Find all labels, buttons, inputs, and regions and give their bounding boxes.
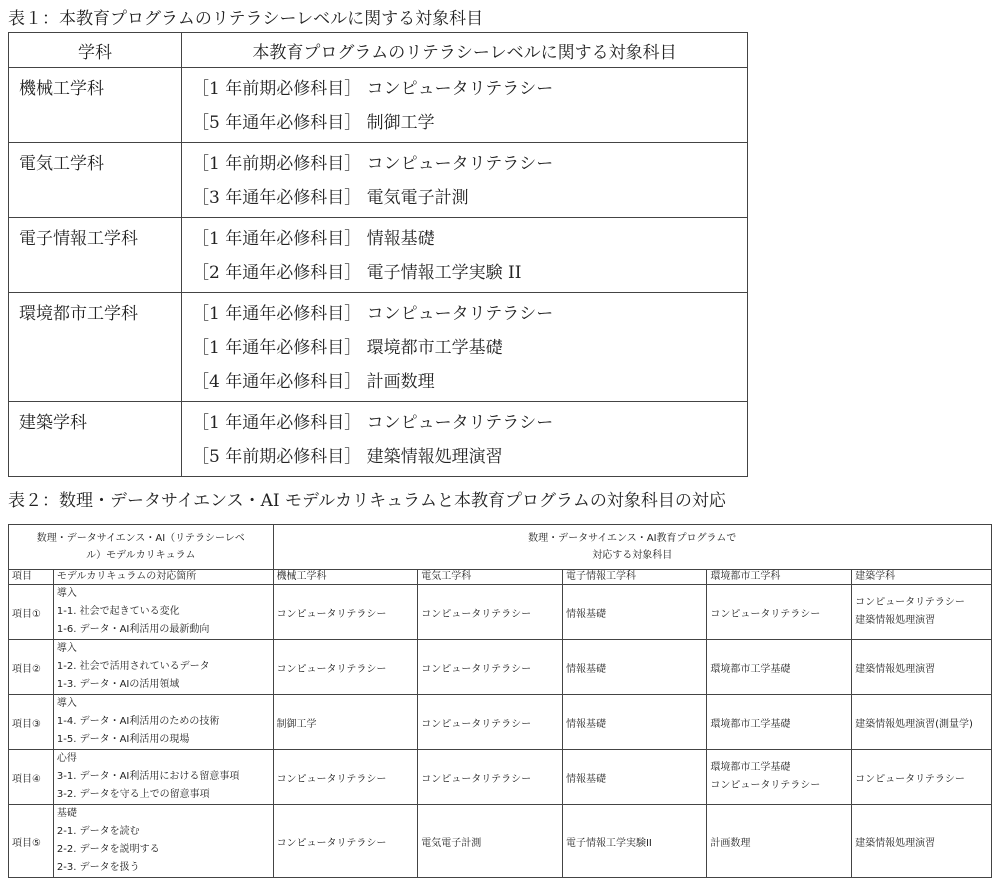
electrical-cell: コンピュータリテラシー [418, 640, 563, 695]
electrical-cell: コンピュータリテラシー [418, 585, 563, 640]
item-cell: 項目④ [9, 750, 54, 805]
department-cell: 環境都市工学科 [9, 293, 182, 402]
col-mechanical: 機械工学科 [273, 570, 418, 585]
model-cell [53, 640, 273, 695]
subjects-cell [182, 68, 748, 143]
subject-entry: ［1 年通年必修科目］ 情報基礎 [192, 229, 435, 249]
subject-entry: ［5 年通年必修科目］ 制御工学 [192, 113, 435, 133]
department-cell: 電気工学科 [9, 143, 182, 218]
mechanical-cell: コンピュータリテラシー [273, 750, 418, 805]
electrical-cell: 電気電子計測 [418, 805, 563, 878]
model-line: 基礎 [56, 808, 77, 819]
model-line: 1-6. データ・AI利活用の最新動向 [56, 624, 210, 635]
item-cell: 項目① [9, 585, 54, 640]
subject-entry: ［2 年通年必修科目］ 電子情報工学実験 II [192, 263, 522, 283]
architecture-cell [852, 585, 992, 640]
department-cell: 機械工学科 [9, 68, 182, 143]
model-curriculum-header [9, 525, 274, 570]
model-line: 2-2. データを説明する [56, 844, 160, 855]
header-line: 対応する対象科目 [592, 550, 673, 561]
mechanical-cell: コンピュータリテラシー [273, 805, 418, 878]
table-row [9, 695, 992, 750]
model-line: 導入 [56, 588, 77, 599]
header-line: 数理・データサイエンス・AI（リテラシーレベ [36, 533, 245, 544]
table-row [9, 640, 992, 695]
col-item: 項目 [9, 570, 54, 585]
electrical-cell: コンピュータリテラシー [418, 695, 563, 750]
civil-cell: コンピュータリテラシー [707, 585, 852, 640]
model-cell [53, 750, 273, 805]
subject-entry: ［1 年通年必修科目］ 環境都市工学基礎 [192, 338, 503, 358]
subject-line: 建築情報処理演習 [855, 615, 936, 626]
header-subjects: 本教育プログラムのリテラシーレベルに関する対象科目 [182, 33, 748, 68]
civil-cell [707, 750, 852, 805]
table-row [9, 750, 992, 805]
model-line: 1-4. データ・AI利活用のための技術 [56, 716, 220, 727]
model-cell [53, 805, 273, 878]
model-line: 2-3. データを扱う [56, 862, 140, 873]
table-row [9, 293, 748, 402]
table2-top-header-row [9, 525, 992, 570]
subject-entry: ［5 年前期必修科目］ 建築情報処理演習 [192, 447, 503, 467]
header-line: ル）モデルカリキュラム [86, 550, 196, 561]
item-cell: 項目③ [9, 695, 54, 750]
subject-entry: ［3 年通年必修科目］ 電気電子計測 [192, 188, 469, 208]
header-department: 学科 [9, 33, 182, 68]
electrical-cell: コンピュータリテラシー [418, 750, 563, 805]
model-line: 1-3. データ・AIの活用領域 [56, 679, 180, 690]
table2-column-header-row [9, 570, 992, 585]
mechanical-cell: 制御工学 [273, 695, 418, 750]
subjects-cell [182, 143, 748, 218]
architecture-cell: 建築情報処理演習 [852, 805, 992, 878]
civil-cell: 環境都市工学基礎 [707, 695, 852, 750]
model-line: 1-5. データ・AI利活用の現場 [56, 734, 190, 745]
model-line: 3-2. データを守る上での留意事項 [56, 789, 210, 800]
subject-entry: ［1 年前期必修科目］ コンピュータリテラシー [192, 154, 554, 174]
civil-cell: 環境都市工学基礎 [707, 640, 852, 695]
department-cell: 電子情報工学科 [9, 218, 182, 293]
model-line: 導入 [56, 643, 77, 654]
subject-line: コンピュータリテラシー [855, 597, 965, 608]
table-row [9, 143, 748, 218]
mechanical-cell: コンピュータリテラシー [273, 585, 418, 640]
table1-header-row [9, 33, 748, 68]
model-cell [53, 695, 273, 750]
header-line: 数理・データサイエンス・AI教育プログラムで [528, 533, 737, 544]
architecture-cell: コンピュータリテラシー [852, 750, 992, 805]
program-subjects-header [273, 525, 991, 570]
model-line: 導入 [56, 698, 77, 709]
electronic-info-cell: 情報基礎 [562, 695, 706, 750]
table-row [9, 585, 992, 640]
table-row [9, 805, 992, 878]
electronic-info-cell: 情報基礎 [562, 750, 706, 805]
subject-entry: ［1 年通年必修科目］ コンピュータリテラシー [192, 304, 554, 324]
department-cell: 建築学科 [9, 402, 182, 477]
model-line: 1-1. 社会で起きている変化 [56, 606, 180, 617]
table1-caption: 表１：本教育プログラムのリテラシーレベルに関する対象科目 [8, 9, 484, 29]
subject-entry: ［1 年通年必修科目］ コンピュータリテラシー [192, 413, 554, 433]
col-model-section: モデルカリキュラムの対応箇所 [53, 570, 273, 585]
table-row [9, 68, 748, 143]
subject-entry: ［4 年通年必修科目］ 計画数理 [192, 372, 435, 392]
col-electronic-info: 電子情報工学科 [562, 570, 706, 585]
table-row [9, 402, 748, 477]
subject-entry: ［1 年前期必修科目］ コンピュータリテラシー [192, 79, 554, 99]
subjects-cell [182, 218, 748, 293]
model-line: 3-1. データ・AI利活用における留意事項 [56, 771, 240, 782]
model-cell [53, 585, 273, 640]
electronic-info-cell: 電子情報工学実験II [562, 805, 706, 878]
electronic-info-cell: 情報基礎 [562, 585, 706, 640]
literacy-subjects-table [8, 32, 748, 477]
item-cell: 項目⑤ [9, 805, 54, 878]
col-electrical: 電気工学科 [418, 570, 563, 585]
model-line: 心得 [56, 753, 77, 764]
col-civil: 環境都市工学科 [707, 570, 852, 585]
subject-line: コンピュータリテラシー [710, 780, 821, 791]
subjects-cell [182, 402, 748, 477]
table2-caption: 表２：数理・データサイエンス・AI モデルカリキュラムと本教育プログラムの対象科目の対応 [8, 491, 726, 511]
electronic-info-cell: 情報基礎 [562, 640, 706, 695]
table-row [9, 218, 748, 293]
civil-cell: 計画数理 [707, 805, 852, 878]
col-architecture: 建築学科 [852, 570, 992, 585]
curriculum-mapping-table [8, 524, 992, 878]
mechanical-cell: コンピュータリテラシー [273, 640, 418, 695]
model-line: 2-1. データを読む [56, 826, 140, 837]
item-cell: 項目② [9, 640, 54, 695]
subjects-cell [182, 293, 748, 402]
architecture-cell: 建築情報処理演習(測量学) [852, 695, 992, 750]
architecture-cell: 建築情報処理演習 [852, 640, 992, 695]
model-line: 1-2. 社会で活用されているデータ [56, 661, 210, 672]
subject-line: 環境都市工学基礎 [710, 762, 791, 773]
